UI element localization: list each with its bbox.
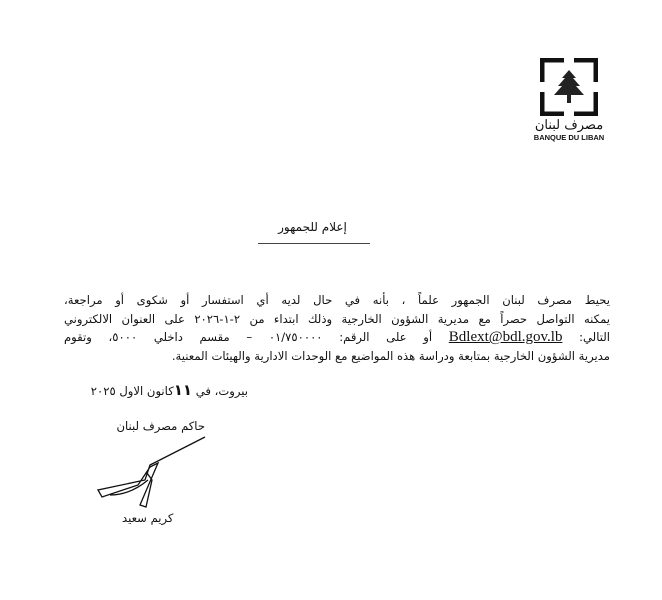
signatory-name: كريم سعيد [122, 511, 174, 525]
signatory-title: حاكم مصرف لبنان [116, 419, 205, 433]
announcement-body [64, 291, 610, 365]
body-line: يمكنه التواصل حصراً مع مديرية الشؤون الخارجية وذلك ابتداء من ٢-١-٢٠٢٦ على العنوان الالكتروني [64, 311, 610, 326]
logo-arabic-text: مصرف لبنان [534, 118, 604, 133]
date-day: ١١ [173, 381, 193, 399]
email-link[interactable]: Bdlext@bdl.gov.lb [448, 329, 563, 345]
page-title: إعلام للجمهور [278, 220, 347, 234]
logo-french-text: BANQUE DU LIBAN [533, 133, 605, 142]
bank-logo [528, 58, 610, 142]
title-underline [258, 243, 370, 244]
body-text: التالي: [579, 330, 610, 344]
body-line: مديرية الشؤون الخارجية بمتابعة ودراسة هذه المواضيع مع الوحدات الادارية والهيئات المعنية. [171, 348, 610, 363]
cedar-logo-icon [540, 58, 598, 116]
body-line: يحيط مصرف لبنان الجمهور علماً ، بأنه في حال لديه أي استفسار أو شكوى أو مراجعة، [64, 293, 610, 307]
date-line [91, 381, 248, 399]
body-text: أو على الرقم: ٠١/٧٥٠٠٠٠ – مقسم داخلي ٥٠٠٠، وتقوم [64, 330, 433, 344]
body-line [64, 328, 610, 347]
date-month-year: كانون الاول ٢٠٢٥ [90, 384, 174, 398]
date-prefix: بيروت، في [195, 384, 248, 398]
